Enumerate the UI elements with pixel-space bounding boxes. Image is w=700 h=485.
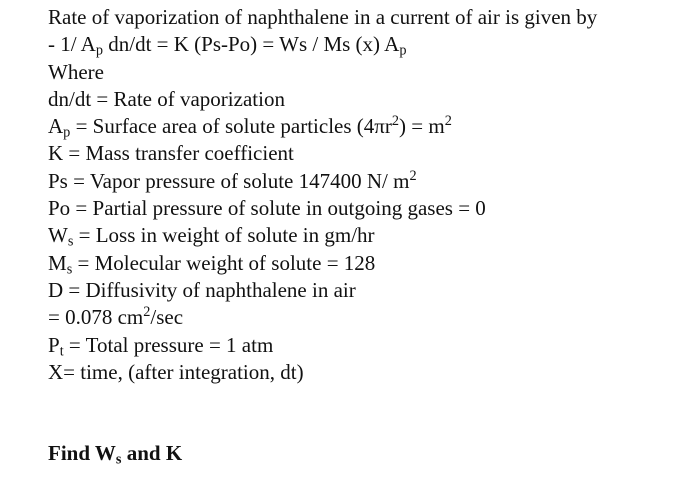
ms-description: = Molecular weight of solute = 128 [72, 250, 376, 275]
question-part-2: and K [121, 441, 183, 466]
question-part-1: Find W [48, 441, 116, 466]
where-label: Where [48, 59, 104, 84]
ps-superscript: 2 [409, 167, 417, 184]
pt-subscript: t [59, 343, 64, 360]
definition-ap [48, 113, 688, 140]
rate-equation [48, 31, 688, 58]
equation-part-2: dn/dt = K (Ps-Po) = Ws / Ms (x) A [102, 32, 400, 57]
question-subscript: s [115, 451, 122, 468]
d-value-superscript: 2 [143, 304, 151, 321]
ap-superscript-2: 2 [444, 113, 452, 130]
ws-description: = Loss in weight of solute in gm/hr [73, 223, 375, 248]
vertical-spacer [48, 386, 688, 440]
definition-pt [48, 332, 688, 359]
ms-subscript: s [66, 261, 73, 278]
ms-symbol: M [48, 250, 67, 275]
pt-symbol: P [48, 332, 60, 357]
ap-subscript: p [63, 124, 71, 141]
ap-symbol: A [48, 114, 64, 139]
definition-ws [48, 222, 688, 249]
ps-description: Ps = Vapor pressure of solute 147400 N/ m [48, 168, 410, 193]
equation-subscript-2: p [399, 42, 407, 59]
equation-subscript-1: p [95, 42, 103, 59]
ap-superscript-1: 2 [391, 113, 400, 130]
definition-dndt: dn/dt = Rate of vaporization [48, 86, 285, 111]
definition-x: X= time, (after integration, dt) [48, 359, 304, 384]
problem-statement [48, 4, 688, 467]
definition-d-value [48, 304, 688, 331]
definition-ms [48, 250, 688, 277]
d-value: = 0.078 cm [48, 305, 144, 330]
pt-description: = Total pressure = 1 atm [63, 332, 274, 357]
ws-symbol: W [48, 223, 68, 248]
ap-unit: ) = m [399, 114, 445, 139]
ws-subscript: s [67, 233, 74, 250]
equation-part-1: - 1/ A [48, 32, 96, 57]
ap-description: = Surface area of solute particles (4πr [70, 114, 392, 139]
question-text [48, 440, 688, 467]
definition-d: D = Diffusivity of naphthalene in air [48, 277, 356, 302]
intro-text: Rate of vaporization of naphthalene in a current of air is given by [48, 5, 598, 29]
definition-po: Po = Partial pressure of solute in outgoing gases = 0 [48, 196, 486, 221]
definition-ps [48, 168, 688, 195]
d-value-unit: /sec [150, 305, 184, 330]
definition-k: K = Mass transfer coefficient [48, 141, 294, 166]
